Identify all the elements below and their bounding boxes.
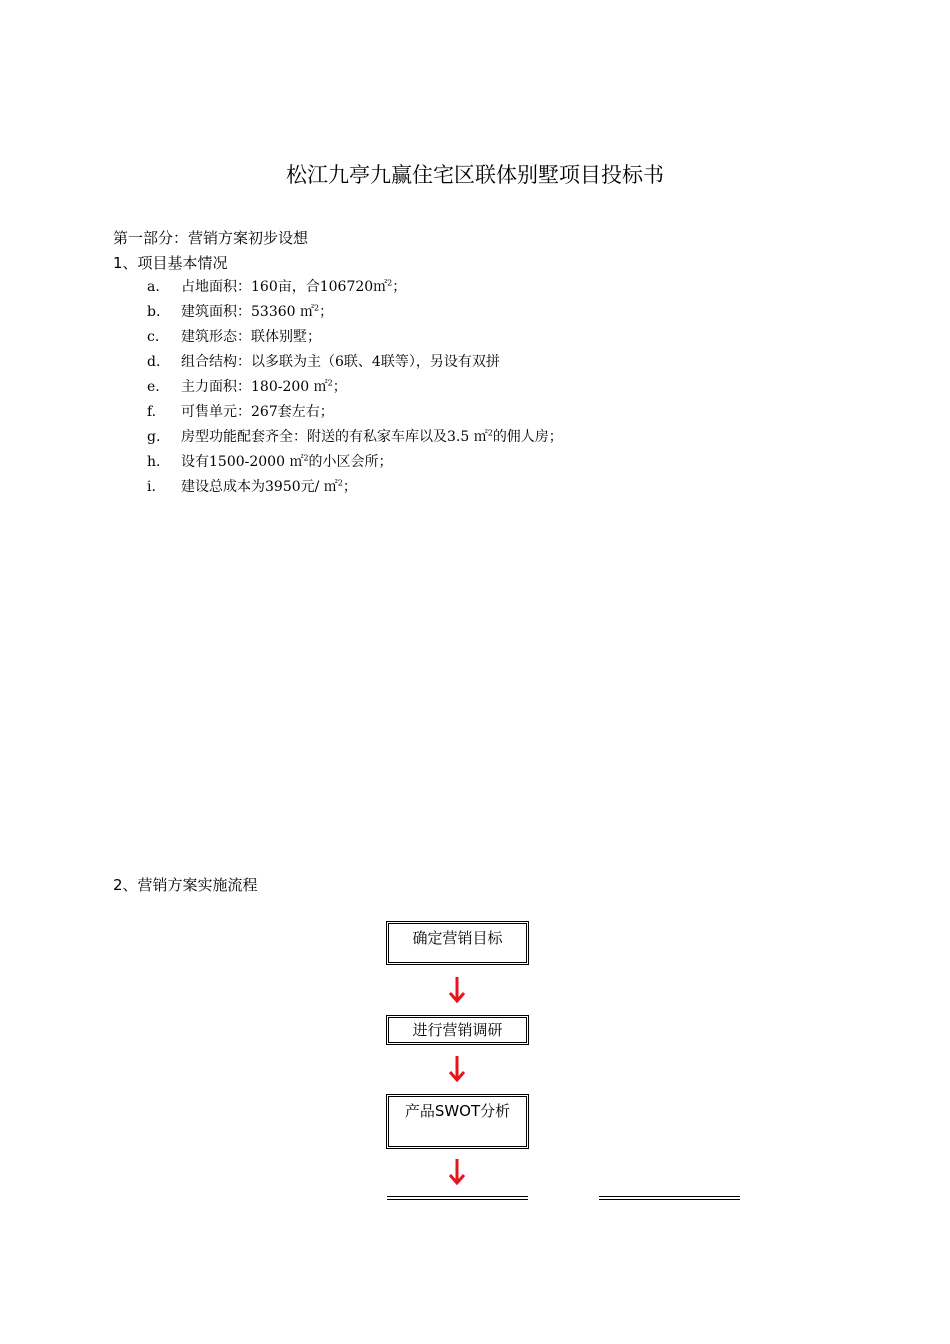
flow-step-set-goal: 确定营销目标: [386, 921, 529, 965]
down-arrow-icon: [447, 976, 467, 1004]
superscript: 2: [314, 303, 320, 313]
list-text: 占地面积：160亩，合106720㎡: [181, 279, 388, 295]
superscript: 2: [487, 428, 493, 438]
document-title: 松江九亭九赢住宅区联体别墅项目投标书: [286, 163, 664, 187]
list-text: 建筑面积：53360 ㎡: [181, 304, 314, 320]
list-marker: f.: [147, 404, 157, 420]
list-suffix: ；: [319, 304, 334, 320]
section1-heading: 1、项目基本情况: [113, 254, 228, 272]
list-item: [147, 427, 563, 452]
down-arrow-icon: [447, 1055, 467, 1083]
list-suffix: 的佣人房；: [492, 429, 563, 445]
down-arrow-icon: [447, 1158, 467, 1186]
list-text: 可售单元：267套左右；: [181, 404, 334, 420]
list-marker: e.: [147, 379, 160, 395]
list-marker: i.: [147, 479, 156, 495]
list-marker: h.: [147, 454, 161, 470]
list-text: 房型功能配套齐全：附送的有私家车库以及3.5 ㎡: [181, 429, 488, 445]
flow-step-research: 进行营销调研: [386, 1015, 529, 1045]
list-item: [147, 402, 563, 427]
list-item: [147, 302, 563, 327]
list-suffix: ；: [342, 479, 357, 495]
list-suffix: ；: [332, 379, 347, 395]
list-text: 建设总成本为3950元/ ㎡: [181, 479, 338, 495]
list-marker: b.: [147, 304, 161, 320]
list-text: 设有1500-2000 ㎡: [181, 454, 304, 470]
list-item: [147, 477, 563, 502]
superscript: 2: [303, 453, 309, 463]
superscript: 2: [327, 378, 333, 388]
section2-heading: 2、营销方案实施流程: [113, 876, 258, 894]
superscript: 2: [337, 478, 343, 488]
part1-heading: 第一部分：营销方案初步设想: [113, 229, 309, 247]
project-info-list: [147, 277, 563, 502]
flow-box-top-edge: [387, 1196, 528, 1200]
list-suffix: 的小区会所；: [308, 454, 393, 470]
list-text: 建筑形态：联体别墅；: [181, 329, 321, 345]
list-marker: g.: [147, 429, 161, 445]
list-text: 组合结构：以多联为主（6联、4联等），另设有双拼: [181, 354, 500, 370]
flow-step-swot: 产品SWOT分析: [386, 1094, 529, 1149]
list-item: [147, 327, 563, 352]
list-marker: a.: [147, 279, 160, 295]
list-item: [147, 352, 563, 377]
list-item: [147, 452, 563, 477]
flow-box-top-edge: [599, 1196, 740, 1200]
superscript: 2: [387, 278, 393, 288]
list-item: [147, 277, 563, 302]
list-text: 主力面积：180-200 ㎡: [181, 379, 328, 395]
list-marker: c.: [147, 329, 160, 345]
list-suffix: ；: [392, 279, 407, 295]
list-item: [147, 377, 563, 402]
list-marker: d.: [147, 354, 161, 370]
